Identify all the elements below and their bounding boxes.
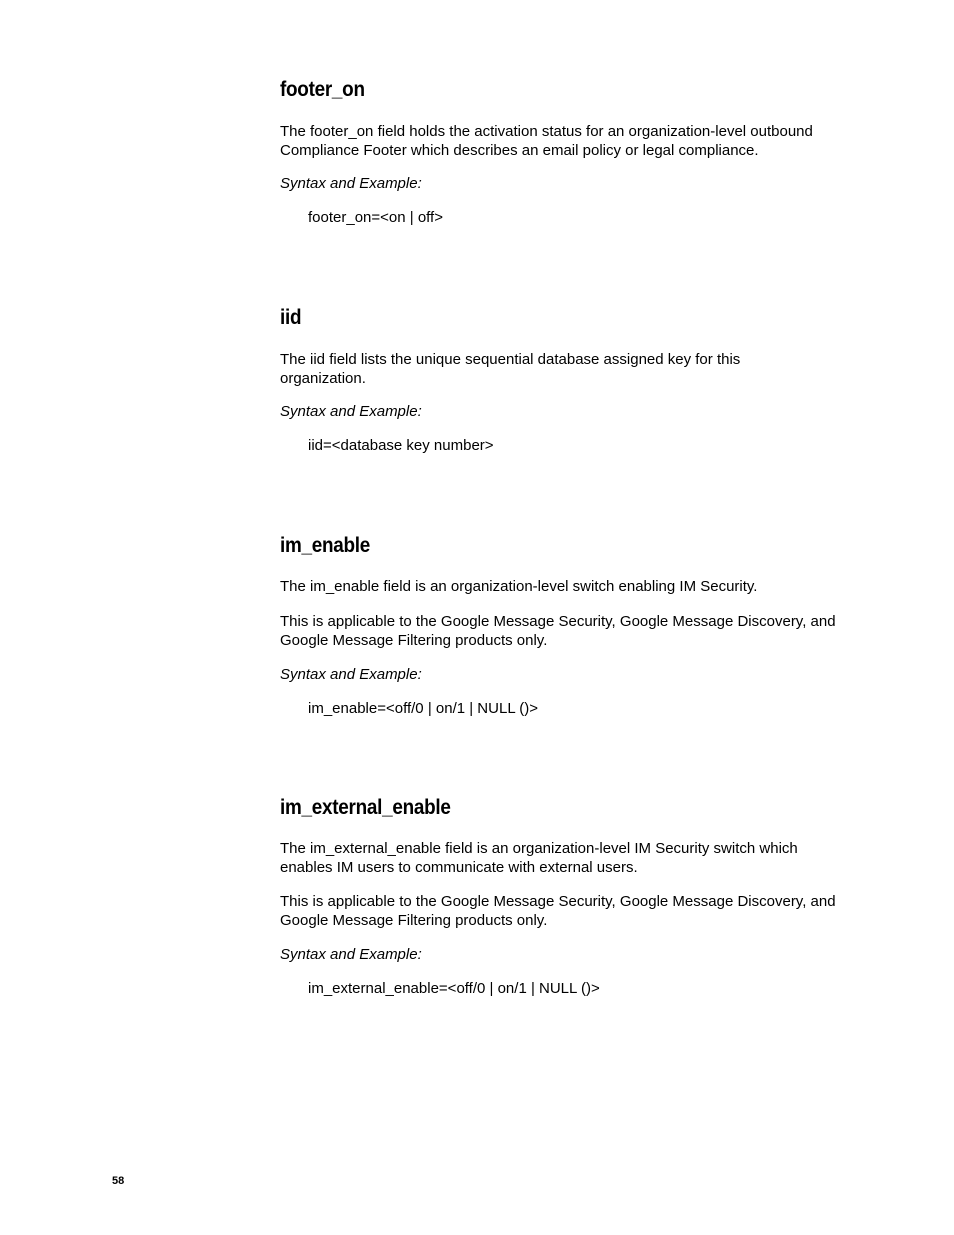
section-paragraph: The footer_on field holds the activation status for an organization-level outbound Compliance Footer which describes an email policy or legal compliance. <box>280 123 813 159</box>
syntax-code: footer_on=<on | off> <box>308 209 443 226</box>
syntax-label: Syntax and Example: <box>280 403 422 420</box>
section-heading: iid <box>280 306 302 329</box>
syntax-code: im_external_enable=<off/0 | on/1 | NULL ()> <box>308 980 600 997</box>
section-paragraph: The im_external_enable field is an organization-level IM Security switch which enables IM users to communicate with external users. <box>280 840 798 876</box>
section-heading: im_enable <box>280 534 371 557</box>
section-paragraph: The im_enable field is an organization-level switch enabling IM Security. <box>280 578 758 595</box>
section-heading: footer_on <box>280 78 365 101</box>
section-heading: im_external_enable <box>280 796 451 819</box>
page-number: 58 <box>112 1175 125 1187</box>
syntax-code: im_enable=<off/0 | on/1 | NULL ()> <box>308 700 539 717</box>
section-paragraph: This is applicable to the Google Message Security, Google Message Discovery, and Google Message Filtering products only. <box>280 893 836 929</box>
syntax-code: iid=<database key number> <box>308 437 494 454</box>
section-paragraph: This is applicable to the Google Message Security, Google Message Discovery, and Google Message Filtering products only. <box>280 613 836 649</box>
syntax-label: Syntax and Example: <box>280 175 422 192</box>
section-paragraph: The iid field lists the unique sequential database assigned key for this organization. <box>280 351 741 387</box>
syntax-label: Syntax and Example: <box>280 666 422 683</box>
syntax-label: Syntax and Example: <box>280 946 422 963</box>
